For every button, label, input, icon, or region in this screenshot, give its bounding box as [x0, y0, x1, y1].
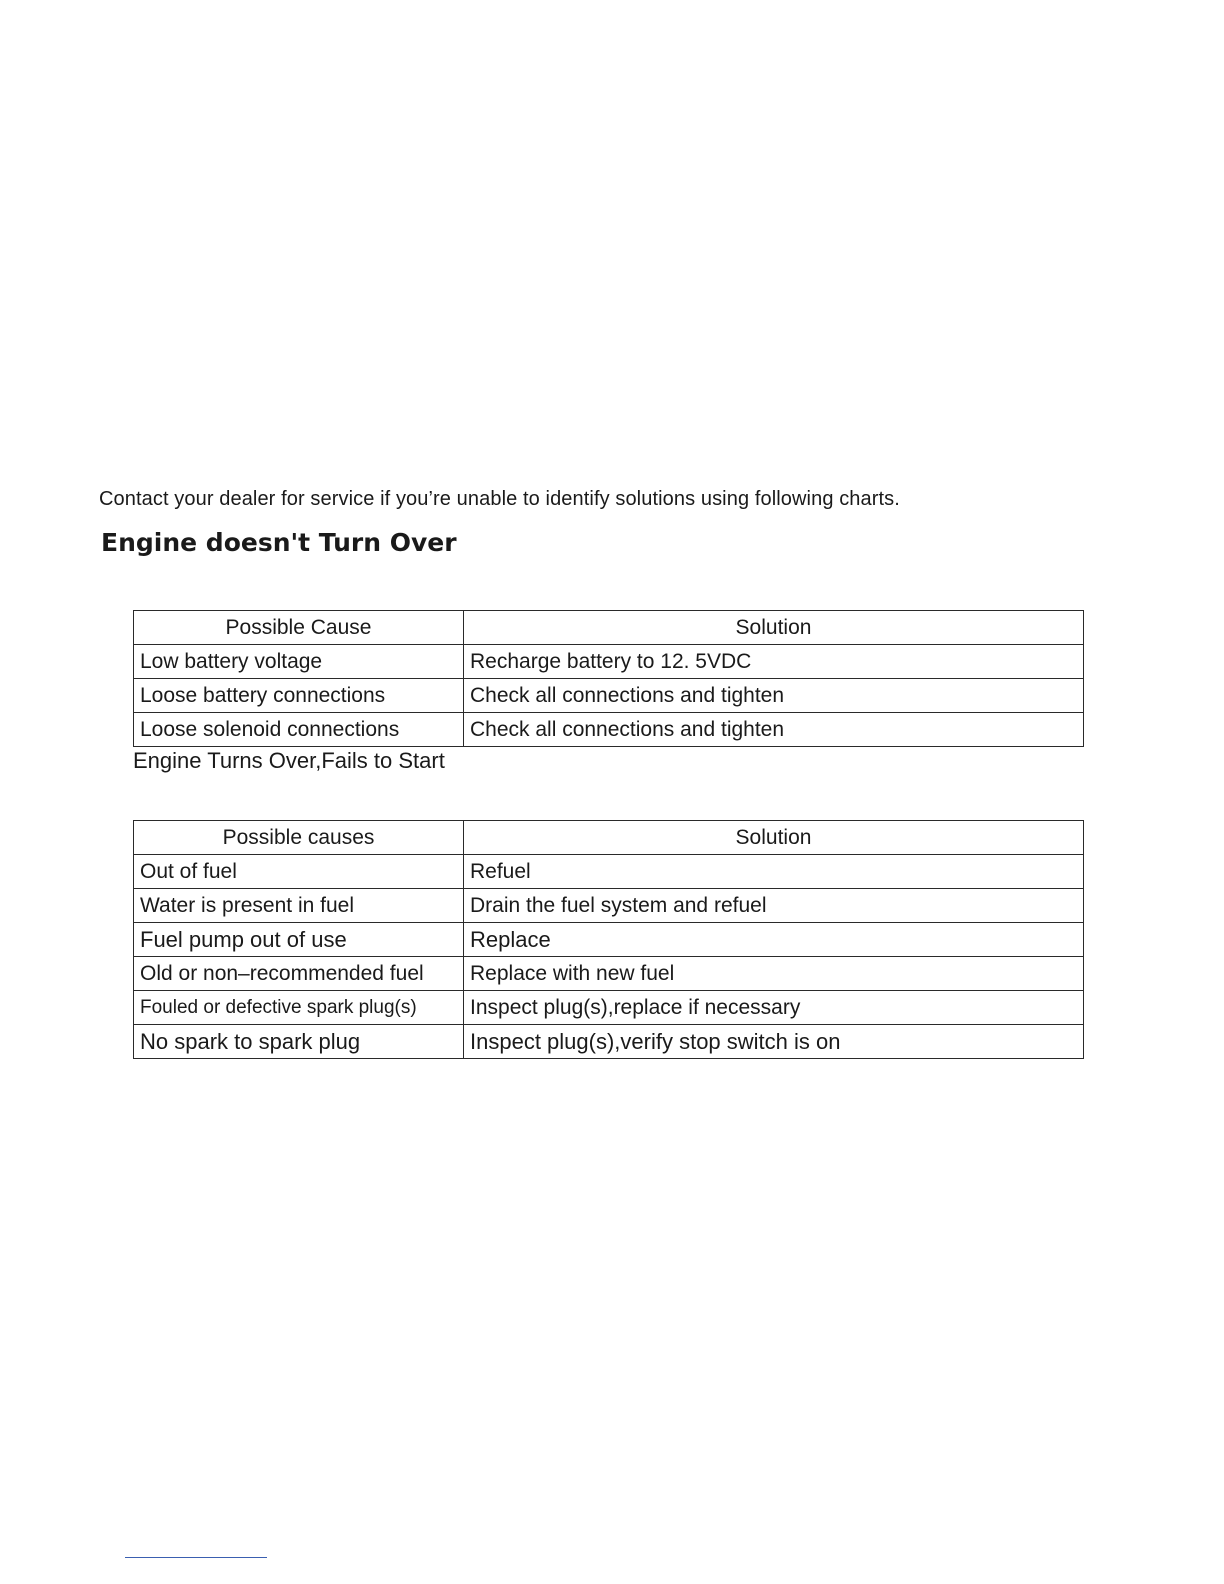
- cause-cell: Water is present in fuel: [134, 889, 464, 923]
- table-row: [134, 713, 1084, 747]
- solution-cell: Drain the fuel system and refuel: [464, 889, 1084, 923]
- cause-cell: Fouled or defective spark plug(s): [134, 991, 464, 1025]
- table-row: [134, 645, 1084, 679]
- column-header-solution: Solution: [464, 611, 1084, 645]
- table-row: [134, 1025, 1084, 1059]
- troubleshooting-table-no-turn-over: [133, 610, 1084, 747]
- table-row: [134, 889, 1084, 923]
- cause-cell: Loose battery connections: [134, 679, 464, 713]
- column-header-cause: Possible causes: [134, 821, 464, 855]
- cause-cell: Out of fuel: [134, 855, 464, 889]
- solution-cell: Replace: [464, 923, 1084, 957]
- cause-cell: Old or non–recommended fuel: [134, 957, 464, 991]
- solution-cell: Inspect plug(s),replace if necessary: [464, 991, 1084, 1025]
- section-title-engine-doesnt-turn-over: Engine doesn't Turn Over: [101, 528, 457, 557]
- solution-cell: Check all connections and tighten: [464, 713, 1084, 747]
- table-row: [134, 679, 1084, 713]
- cause-cell: Low battery voltage: [134, 645, 464, 679]
- cause-cell: No spark to spark plug: [134, 1025, 464, 1059]
- troubleshooting-table-fails-to-start: [133, 820, 1084, 1059]
- footnote-divider: [125, 1557, 267, 1558]
- cause-cell: Fuel pump out of use: [134, 923, 464, 957]
- table-row: [134, 991, 1084, 1025]
- solution-cell: Check all connections and tighten: [464, 679, 1084, 713]
- cause-cell: Loose solenoid connections: [134, 713, 464, 747]
- column-header-cause: Possible Cause: [134, 611, 464, 645]
- table-row: [134, 855, 1084, 889]
- table-header-row: [134, 611, 1084, 645]
- solution-cell: Refuel: [464, 855, 1084, 889]
- table-row: [134, 957, 1084, 991]
- section-title-turns-over-fails-to-start: Engine Turns Over,Fails to Start: [133, 748, 445, 773]
- column-header-solution: Solution: [464, 821, 1084, 855]
- solution-cell: Recharge battery to 12. 5VDC: [464, 645, 1084, 679]
- intro-text: Contact your dealer for service if you’re unable to identify solutions using following charts.: [99, 488, 900, 510]
- solution-cell: Replace with new fuel: [464, 957, 1084, 991]
- table-header-row: [134, 821, 1084, 855]
- solution-cell: Inspect plug(s),verify stop switch is on: [464, 1025, 1084, 1059]
- table-row: [134, 923, 1084, 957]
